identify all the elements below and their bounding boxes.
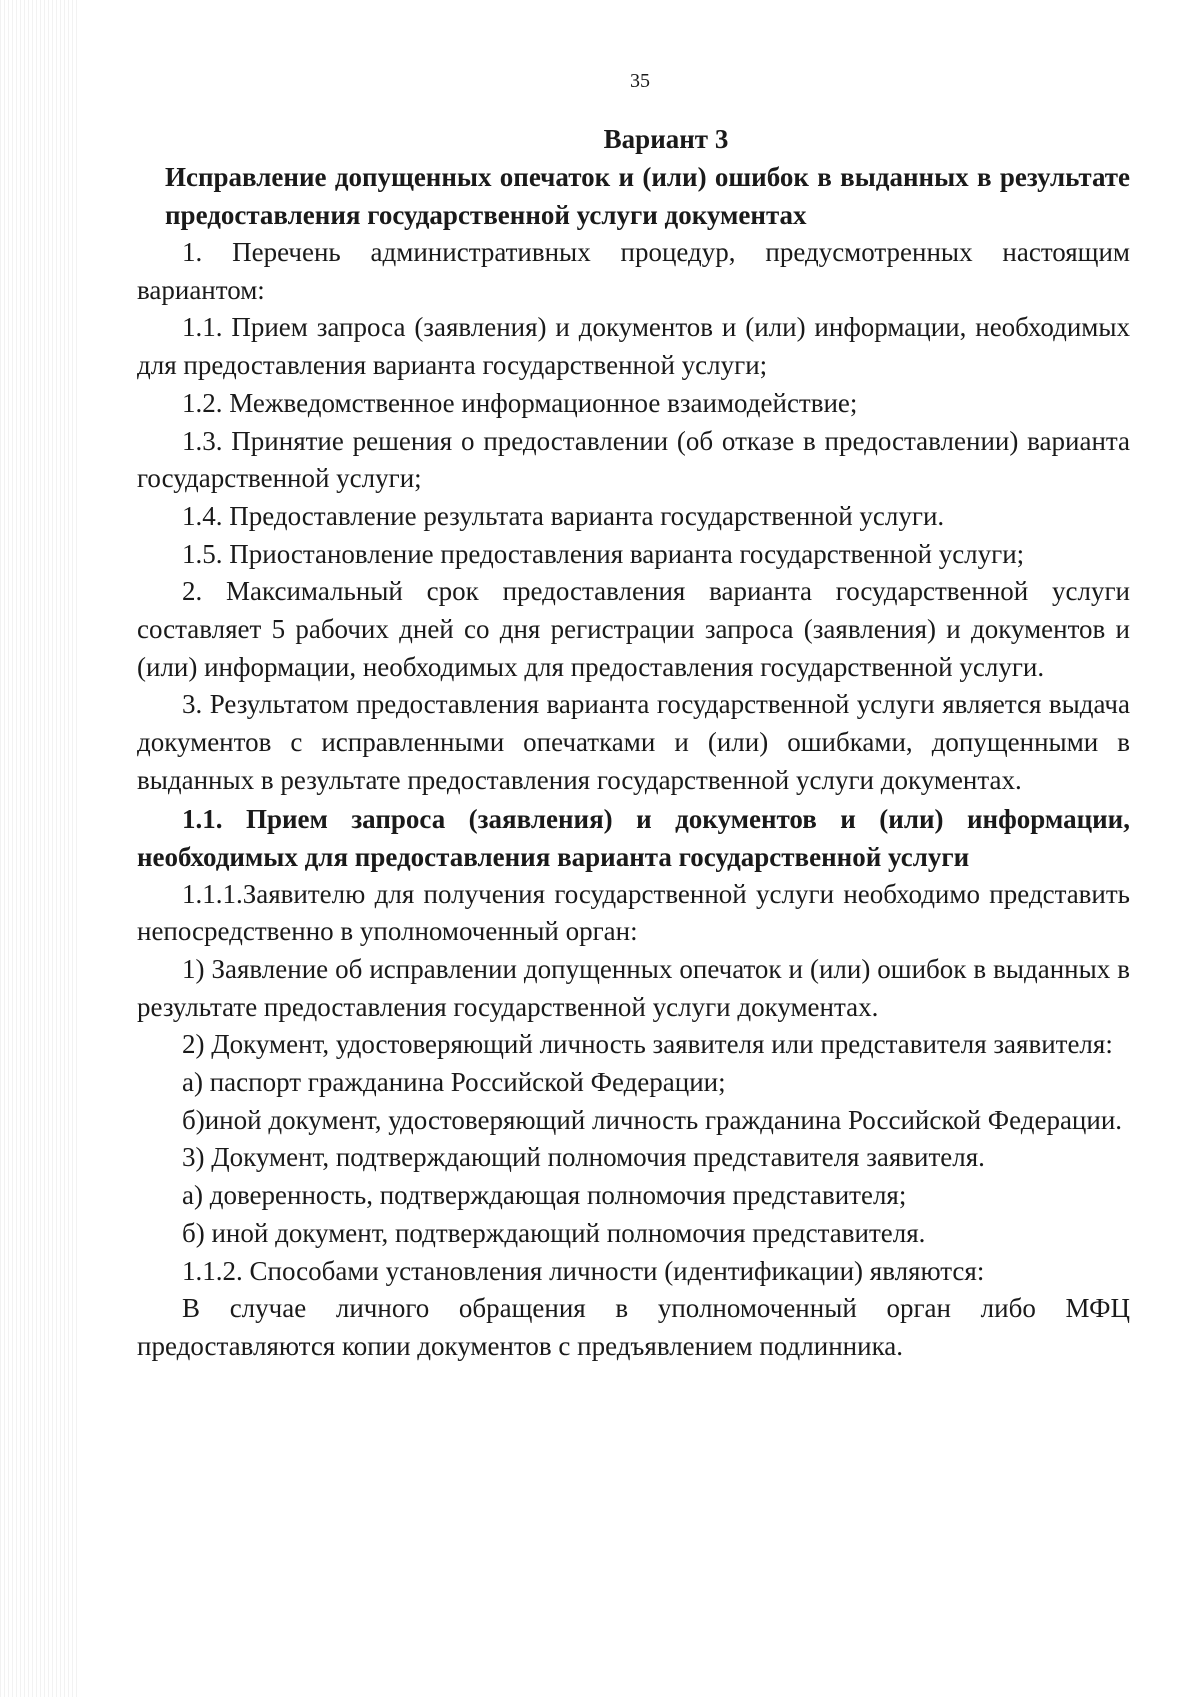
paragraph-1-4: 1.4. Предоставление результата варианта государственной услуги. (182, 500, 945, 531)
paragraph-3: 3. Результатом предоставления варианта государственной услуги является выдача документов с исправленными опечатками и (или) ошибками, допущенными в выданных в результате предоставления государственной услуги документах. (137, 689, 1130, 795)
list-item-3: 3) Документ, подтверждающий полномочия представителя заявителя. (182, 1142, 985, 1173)
page-number: 35 (630, 70, 650, 92)
list-item-3a: а) доверенность, подтверждающая полномочия представителя; (182, 1180, 907, 1211)
main-heading: Исправление допущенных опечаток и (или) ошибок в выданных в результате предоставления государственной услуги документах (165, 162, 1130, 230)
document-body (137, 120, 1130, 1366)
paragraph-1-5: 1.5. Приостановление предоставления варианта государственной услуги; (182, 538, 1025, 569)
list-item-2: 2) Документ, удостоверяющий личность заявителя или представителя заявителя: (182, 1029, 1113, 1060)
list-item-2b: б)иной документ, удостоверяющий личность гражданина Российской Федерации. (182, 1104, 1123, 1135)
paragraph-2: 2. Максимальный срок предоставления варианта государственной услуги составляет 5 рабочих дней со дня регистрации запроса (заявления) и документов и (или) информации, необходимых для предоставления государственной услуги. (137, 576, 1130, 682)
paragraph-1-3: 1.3. Принятие решения о предоставлении (об отказе в предоставлении) варианта государственной услуги; (137, 425, 1130, 494)
paragraph-1-1-2: 1.1.2. Способами установления личности (идентификации) являются: (182, 1255, 985, 1286)
paragraph-1-1-1: 1.1.1.Заявителю для получения государственной услуги необходимо представить непосредственно в уполномоченный орган: (137, 878, 1130, 947)
list-item-1: 1) Заявление об исправлении допущенных опечаток и (или) ошибок в выданных в результате предоставления государственной услуги документах. (137, 953, 1130, 1022)
paragraph-1-1: 1.1. Прием запроса (заявления) и документов и (или) информации, необходимых для предоставления варианта государственной услуги; (137, 312, 1130, 381)
variant-title: Вариант 3 (603, 124, 729, 154)
scan-margin-noise (0, 0, 80, 1697)
paragraph-identification: В случае личного обращения в уполномоченный орган либо МФЦ предоставляются копии документов с предъявлением подлинника. (137, 1293, 1130, 1361)
paragraph-1-2: 1.2. Межведомственное информационное взаимодействие; (182, 387, 858, 418)
paragraph-1: 1. Перечень административных процедур, предусмотренных настоящим вариантом: (137, 237, 1130, 305)
section-heading: 1.1. Прием запроса (заявления) и документов и (или) информации, необходимых для предоставления варианта государственной услуги (137, 803, 1130, 872)
list-item-2a: а) паспорт гражданина Российской Федерации; (182, 1067, 726, 1098)
list-item-3b: б) иной документ, подтверждающий полномочия представителя. (182, 1217, 926, 1248)
